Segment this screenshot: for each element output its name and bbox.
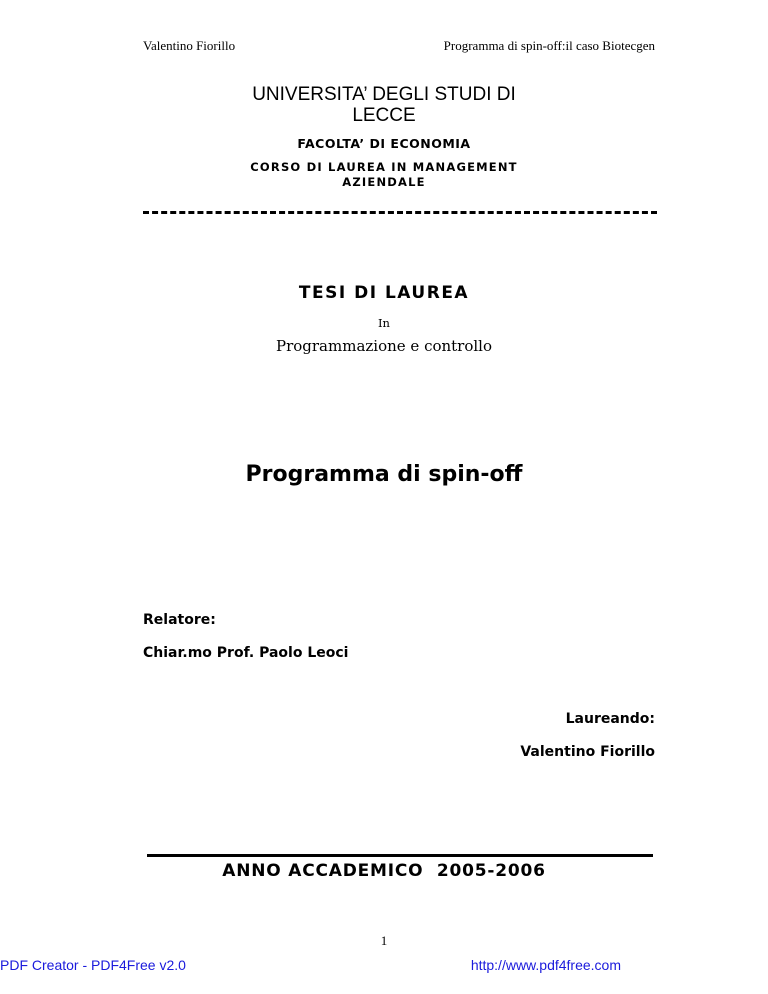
top-divider <box>143 211 657 214</box>
academic-year: ANNO ACCADEMICO 2005-2006 <box>222 861 546 881</box>
footer-creator: PDF Creator - PDF4Free v2.0 <box>0 957 186 973</box>
university-name-line2: LECCE <box>352 105 416 126</box>
supervisor-label: Relatore: <box>143 612 216 628</box>
degree-course-line1: CORSO DI LAUREA IN MANAGEMENT <box>250 160 518 174</box>
faculty-name: FACOLTA’ DI ECONOMIA <box>297 136 471 151</box>
candidate-label: Laureando: <box>565 711 655 727</box>
candidate-name: Valentino Fiorillo <box>520 744 655 760</box>
degree-course-line2: AZIENDALE <box>342 175 426 189</box>
thesis-subject: Programmazione e controllo <box>275 337 493 355</box>
header-running-title: Programma di spin-off:il caso Biotecgen <box>443 38 655 53</box>
supervisor-name: Chiar.mo Prof. Paolo Leoci <box>143 645 349 661</box>
university-name-line1: UNIVERSITA’ DEGLI STUDI DI <box>252 84 516 105</box>
page-number: 1 <box>380 933 388 948</box>
thesis-title: Programma di spin-off <box>245 462 523 487</box>
thesis-type: TESI DI LAUREA <box>298 283 470 303</box>
bottom-divider <box>147 854 653 857</box>
in-label: In <box>378 316 390 330</box>
footer-url-link[interactable]: http://www.pdf4free.com <box>470 957 621 973</box>
header-author: Valentino Fiorillo <box>143 38 236 53</box>
